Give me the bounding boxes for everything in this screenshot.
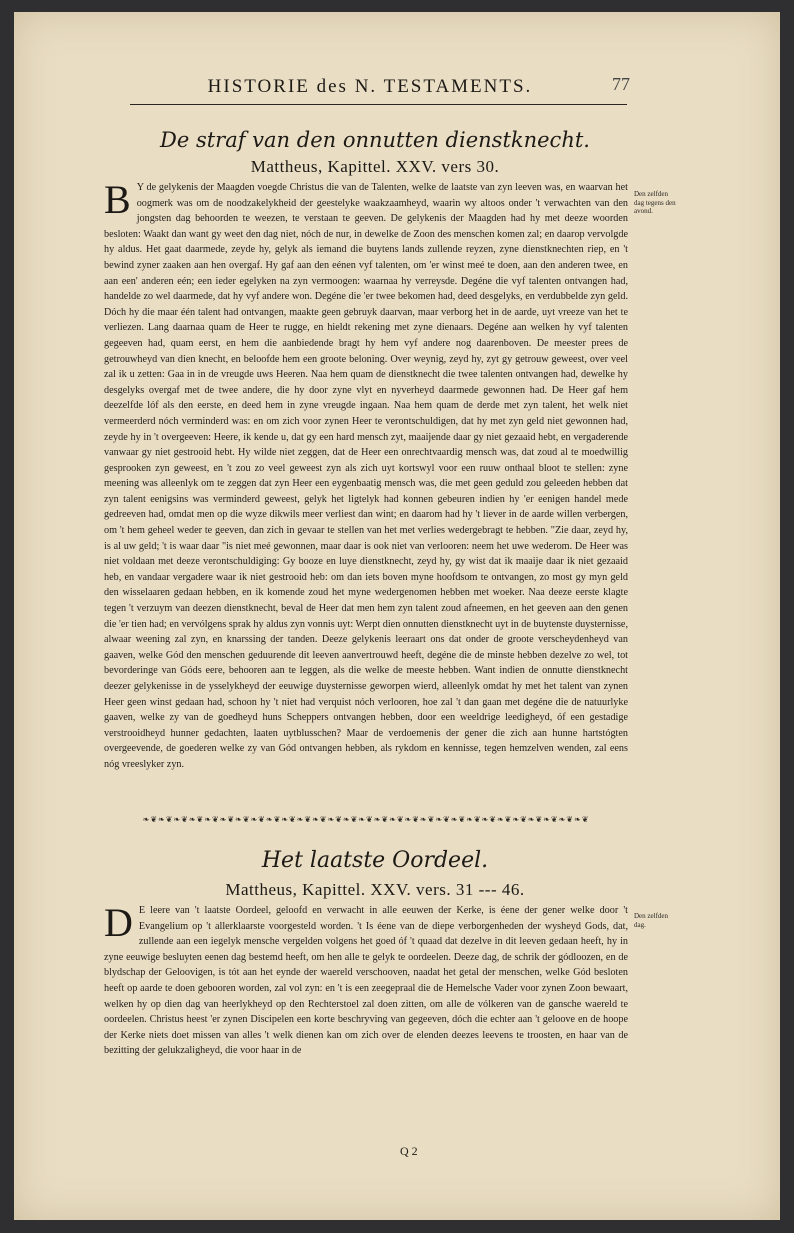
section-reference-2: Mattheus, Kapittel. XXV. vers. 31 --- 46.: [225, 880, 525, 899]
margin-note-2: Den zelfden dag.: [634, 912, 669, 929]
section-reference-1: Mattheus, Kapittel. XXV. vers 30.: [250, 157, 500, 176]
section-text-1: Y de gelykenis der Maagden voegde Christus die van de Talenten, welke de laatste van zyn leeven was, en waarvan het oogmerk was om de noodzakelykheid der geestelyke waakzaamheyd, waarin wy altoos onder 't verwachten van den jongsten dag behoorden te weezen, te verstaan te geeven. De gelykenis der Maagden had hy met deeze woorden besloten: Waakt dan want gy weet den dag niet, nóch de nur, in dewelke de Zoon des menschen komen zal; en daarop vervolgde hy aldus. Het gaat daarmede, zeyde hy, gelyk als iemand die buytens lands zullende reyzen, zyne dienstknechten riep, en 't bewind zyner zaaken aan hen overgaf. Hy gaf aan den eénen vyf talenten, om 'er winst meé te doen, aan den anderen twee, en aan een' anderen eén; een ieder egelyken na zyn vermoogen: waarnaa hy verreysde. Degéne die vyf talenten ontvangen had, handelde zo wel daarmede, dat hy vyf andere won. Degéne die 'er twee bekomen had, deed desgelyks, en verdubbelde zyn geld. Dóch hy die maar één talent had ontvangen, maakte geen gebruyk daarvan, maar verborg het in de aarde, uyt vreeze van het te verliezen. Lang daarnaa quam de Heer te rugge, en hieldt rekening met zyne dienaars. Degéne aan welken hy vyf talenten gegeeven had, quam eerst, en hem die aanbiedende bragt hy hem vyf andere nog daarenboven. De meester prees de getrouwheyd van dien knecht, en beloofde hem een groote beloning. Over weynig, zeyd hy, zyt gy getrouw geweest, over veel zal ik u zetten: Gaa in in de vreugde uws Heeren. Naa hem quam de dienstknecht die twee talenten ontvangen had, dewelke hy desgelyks overgaf met de twee andere, die hy door zyne vlyt en nyverheyd daarmede gewonnen had. De Heer gaf hem deezelfde lóf als den eerste, en deed hem in zyne vreugde ingaan. Naa hem quam de derde met zyn talent, het welk niet vermeerderd nóch verminderd was: en om zich voor zynen Heer te verontschuldigen, dat hy met zyn geld niet gewonnen had, zeyde hy in 't overgeeven: Heere, ik kende u, dat gy een hard mensch zyt, maaijende daar gy niet gezaaid hebt, en vergaderende vanwaar gy niet gestrooid hebt. Hy wilde niet zeggen, dat de Heer een onrechtvaardig mensch was, dat zoud al te moedwillig gesprooken zyn geweest, en 't zou zo veel geweest zyn als zich uyt kortswyl voor een ruuw onthaal bloot te stellen: zyne meening was alleenlyk om te zeggen dat zyn Heer een eygenbaatig mensch was, die met geen geduld zou geleeden hebben dat zyn talent eenigsins was verminderd geweest, gelyk het ligtelyk had konnen gebeuren indien hy 'er eenigen handel mede gedreeven had, omdat men op die wyze dikwils meer verliest dan wint; en daarom had hy 't liever in de aarde willen verbergen, om 't hem geheel weder te geeven, dan zich in gevaar te stellen van het met verlies wedergebragt te hebben. "Zie daar, zeyd hy, is al uw geld; 't is waar daar "is niet meé gewonnen, maar daar is ook niet van verlooren: neem het uwe wederom. De Heer was niet voldaan met deeze verontschuldiging: Gy booze en luye dienstknecht, zeyd hy, gy wist dat ik maaije daar ik niet gezaaid heb, en vandaar vergadere waar ik niet gestrooid heb: om dan iets boven myne hoofdsom te ontvangen, zo most gy myn geld den wisselaaren gedaan hebben, en ik komende zoud het myne wedergenomen hebben met woeker. Naa deeze eerste klagte tegen 't verzuym van deezen dienstknecht, beval de Heer dat men hem zyn talent zoud afneemen, en het geeven aan den genen die 'er tien had; en vervólgens sprak hy aldus zyn vonnis uyt: Werpt dien onnutten dienstknecht uyt in de buytenste duysternisse, alwaar weening zal zyn, en knarssing der tanden. Deeze gelykenis leeraart ons dat onder de groote verscheydenheyd van gaaven, welke Gód den menschen geduurende dit leeven aanvertrouwd heeft, degéne die de minste hebben dezelve zo wel, tot bevorderinge van Góds eere, behooren aan te leggen, als die welke de meeste hebben. Want indien de onnutte dienstknecht deezer gelykenisse in de ysselykheyd der eeuwige duysternisse geworpen wierd, alleenlyk omdat hy met het talent van zynen Heer geen winst gedaan had, schoon hy 't niet had verquist nóch verlooren, hoe zal 't dan gaan met degéne die de natuurlyke gaaven, welke zy van de goedheyd huns Scheppers ontvangen hebben, door een weeldrige leedigheyd, óf een gestadige verstrooidheyd hunner gedachten, laaten uytblusschen? Maar de verdoemenis der gener die zich aan hunne hartstógten overgeevende, de goederen welke zy van Gód ontvangen hebben, als rykdom en kennisse, tegen hemzelven wenden, zal eens nóg vreeslyker zyn.: [104, 182, 628, 770]
dropcap-2: D: [104, 903, 133, 945]
section-body-1: [104, 180, 628, 810]
section-body-2: [104, 903, 628, 1139]
ornament-divider: ❧❦❧❦❧❦❧❦❧❦❧❦❧❦❧❦❧❦❧❦❧❦❧❦❧❦❧❦❧❦❧❦❧❦❧❦❧❦❧❦❧❦❧❦❧❦❧❦❧❦❧❦❧❦❧❦❧❦: [142, 815, 590, 824]
running-title: HISTORIE des N. TESTAMENTS.: [207, 76, 533, 97]
margin-note-1: Den zelfden dag tegens den avond.: [634, 190, 676, 215]
section-text-2: E leere van 't laatste Oordeel, geloofd en verwacht in alle eeuwen der Kerke, is éene der gener welke door 't Evangelium op 't allerklaarste voorgesteld worden. 't Is éene van de diepe verborgenheden der wysheyd Gods, dat, zullende aan een iegelyk mensche vergelden volgens het goed óf 't quaad dat dezelve in dit leeven gedaan heeft, hy in zyne eeuwige besluyten eenen dag bestemd heeft, om hen alle te gelyk te oordeelen. Deeze dag, de schrik der gódloozen, en de blydschap der Geloovigen, is tót aan het eynde der waereld verschooven, naadat het getal der menschen, welke Gód besloten heeft op aarde te doen gebooren worden, zal vol zyn: en 't is een zeegepraal die de Hemelsche Vader voor zynen Zoon bewaart, welken hy op dien dag van heerlykheyd op den Rechterstoel zal doen zitten, om alle de vólkeren van de gansche waereld te oordeelen. Christus heest 'er zynen Discipelen een korte beschryving van gegeeven, dóch die echter aan 't geloove en de hoope der Kerke niets doet missen van alles 't welk dienen kan om zich over de elenden deezes leevens te troosten, en haar van de bezitting der gelukzaligheyd, die voor haar in de: [104, 905, 628, 1057]
page-number: 77: [612, 74, 630, 94]
section-title-2: Het laatste Oordeel.: [261, 848, 489, 873]
section-title-1: De straf van den onnutten dienstknecht.: [160, 128, 590, 152]
dropcap-1: B: [104, 180, 131, 222]
signature-mark: Q 2: [400, 1144, 418, 1158]
header-rule: [130, 104, 627, 105]
